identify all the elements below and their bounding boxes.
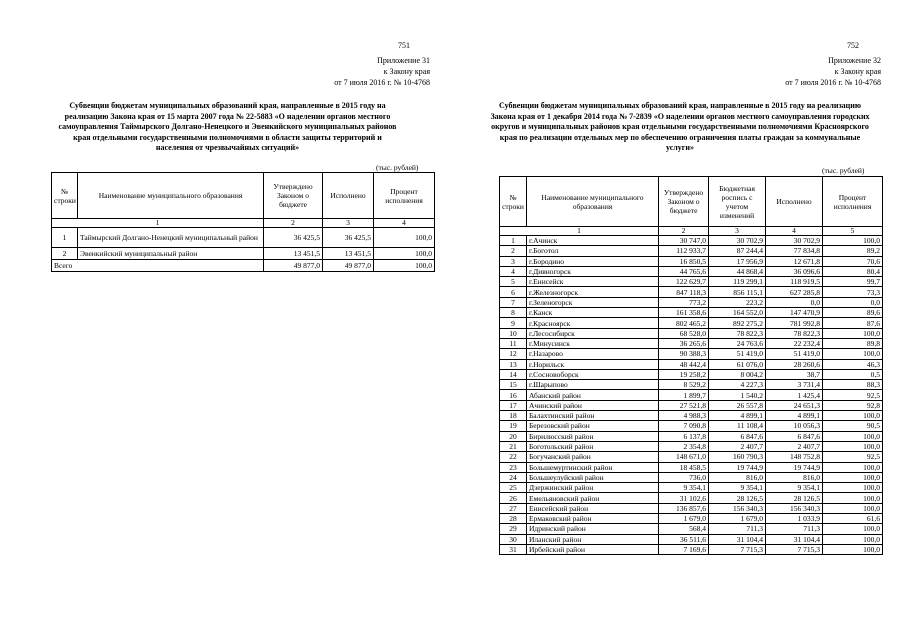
budget-schedule-amount: 87 244,4 [709, 246, 766, 256]
table-row [500, 266, 883, 276]
approved-amount: 122 629,7 [659, 277, 709, 287]
approved-amount: 736,0 [659, 472, 709, 482]
execution-percent: 100,0 [823, 236, 883, 246]
executed-amount: 6 847,6 [766, 431, 823, 441]
total-percent: 100,0 [374, 260, 435, 272]
executed-amount: 0,0 [766, 297, 823, 307]
row-number: 2 [52, 248, 78, 260]
table-row [500, 338, 883, 348]
column-header: Утверждено Законом о бюджете [659, 177, 709, 227]
execution-percent: 100,0 [823, 411, 883, 421]
row-number: 22 [500, 452, 527, 462]
row-number: 4 [500, 266, 527, 276]
column-header: Процент исполнения [823, 177, 883, 227]
approved-amount: 1 899,7 [659, 390, 709, 400]
budget-schedule-amount: 7 715,3 [709, 544, 766, 554]
row-number: 31 [500, 544, 527, 554]
execution-percent: 100,0 [823, 441, 883, 451]
budget-schedule-amount: 31 104,4 [709, 534, 766, 544]
row-number: 27 [500, 503, 527, 513]
approved-amount: 161 358,6 [659, 308, 709, 318]
appendix-date: от 7 июля 2016 г. № 10-4768 [334, 78, 430, 87]
executed-amount: 3 731,4 [766, 380, 823, 390]
municipality-name: Абанский район [527, 390, 659, 400]
row-number: 12 [500, 349, 527, 359]
column-number: 2 [264, 219, 323, 228]
execution-percent: 100,0 [823, 472, 883, 482]
table-row [500, 421, 883, 431]
row-number: 1 [52, 228, 78, 248]
row-number: 26 [500, 493, 527, 503]
municipality-name: г.Шарыпово [527, 380, 659, 390]
execution-percent: 88,3 [823, 380, 883, 390]
budget-schedule-amount: 164 552,0 [709, 308, 766, 318]
table-row [500, 411, 883, 421]
executed-amount: 30 702,9 [766, 236, 823, 246]
execution-percent: 100,0 [823, 503, 883, 513]
column-number: 1 [500, 227, 659, 236]
appendix-law: к Закону края [834, 67, 881, 76]
executed-amount: 12 671,8 [766, 256, 823, 266]
budget-schedule-amount: 160 790,3 [709, 452, 766, 462]
municipality-name: Большеулуйский район [527, 472, 659, 482]
column-header: Исполнено [766, 177, 823, 227]
executed-amount: 28 260,6 [766, 359, 823, 369]
approved-amount: 8 529,2 [659, 380, 709, 390]
execution-percent: 92,5 [823, 390, 883, 400]
municipality-name: Ирбейский район [527, 544, 659, 554]
column-header: Процент исполнения [374, 173, 435, 219]
column-number-row [52, 219, 435, 228]
row-number: 11 [500, 338, 527, 348]
execution-percent: 100,0 [374, 248, 435, 260]
execution-percent: 100,0 [823, 493, 883, 503]
execution-percent: 46,3 [823, 359, 883, 369]
table-row [500, 493, 883, 503]
budget-schedule-amount: 26 557,8 [709, 400, 766, 410]
table-row [500, 369, 883, 379]
municipality-name: г.Железногорск [527, 287, 659, 297]
execution-percent: 87,6 [823, 318, 883, 328]
execution-percent: 90,5 [823, 421, 883, 431]
budget-schedule-amount: 78 822,3 [709, 328, 766, 338]
column-header: Наименование муниципального образования [527, 177, 659, 227]
municipality-name: г.Енисейск [527, 277, 659, 287]
approved-amount: 36 425,5 [264, 228, 323, 248]
row-number: 3 [500, 256, 527, 266]
executed-amount: 7 715,3 [766, 544, 823, 554]
column-number: 5 [823, 227, 883, 236]
column-number: 2 [659, 227, 709, 236]
row-number: 2 [500, 246, 527, 256]
budget-schedule-amount: 51 419,0 [709, 349, 766, 359]
execution-percent: 99,7 [823, 277, 883, 287]
executed-amount: 28 126,5 [766, 493, 823, 503]
column-header: Бюджетная роспись с учетом изменений [709, 177, 766, 227]
budget-schedule-amount: 2 407,7 [709, 441, 766, 451]
executed-amount: 156 340,3 [766, 503, 823, 513]
approved-amount: 44 765,6 [659, 266, 709, 276]
execution-percent: 100,0 [823, 524, 883, 534]
execution-percent: 100,0 [823, 462, 883, 472]
executed-amount: 31 104,4 [766, 534, 823, 544]
table-row [500, 328, 883, 338]
table-row [500, 483, 883, 493]
table-row [52, 228, 435, 248]
execution-percent: 89,8 [823, 338, 883, 348]
executed-amount: 36 425,5 [323, 228, 374, 248]
municipality-name: Большемуртинский район [527, 462, 659, 472]
unit-label: (тыс. рублей) [822, 166, 865, 175]
execution-percent: 100,0 [374, 228, 435, 248]
budget-schedule-amount: 11 108,4 [709, 421, 766, 431]
executed-amount: 711,3 [766, 524, 823, 534]
execution-percent: 100,0 [823, 431, 883, 441]
page-number: 751 [398, 41, 410, 50]
executed-amount: 781 992,8 [766, 318, 823, 328]
subvention-table [51, 172, 435, 272]
row-number: 17 [500, 400, 527, 410]
table-row [500, 277, 883, 287]
approved-amount: 31 102,6 [659, 493, 709, 503]
approved-amount: 112 933,7 [659, 246, 709, 256]
budget-schedule-amount: 8 004,2 [709, 369, 766, 379]
municipality-name: г.Бородино [527, 256, 659, 266]
executed-amount: 77 834,8 [766, 246, 823, 256]
column-header: Наименование муниципального образования [78, 173, 264, 219]
approved-amount: 68 528,0 [659, 328, 709, 338]
executed-amount: 148 752,8 [766, 452, 823, 462]
table-row [500, 441, 883, 451]
execution-percent: 92,8 [823, 400, 883, 410]
municipality-name: Енисейский район [527, 503, 659, 513]
municipality-name: г.Канск [527, 308, 659, 318]
row-number: 15 [500, 380, 527, 390]
row-number: 20 [500, 431, 527, 441]
table-row [500, 514, 883, 524]
municipality-name: г.Боготол [527, 246, 659, 256]
approved-amount: 30 747,0 [659, 236, 709, 246]
approved-amount: 7 169,6 [659, 544, 709, 554]
execution-percent: 100,0 [823, 534, 883, 544]
appendix-header [230, 55, 430, 88]
total-executed: 49 877,0 [323, 260, 374, 272]
table-row [500, 256, 883, 266]
budget-schedule-amount: 223,2 [709, 297, 766, 307]
approved-amount: 847 118,3 [659, 287, 709, 297]
approved-amount: 148 671,0 [659, 452, 709, 462]
appendix-date: от 7 июля 2016 г. № 10-4768 [785, 78, 881, 87]
municipality-name: Емельяновский район [527, 493, 659, 503]
executed-amount: 816,0 [766, 472, 823, 482]
municipality-name: Богучанский район [527, 452, 659, 462]
budget-schedule-amount: 6 847,6 [709, 431, 766, 441]
row-number: 29 [500, 524, 527, 534]
executed-amount: 147 470,9 [766, 308, 823, 318]
budget-schedule-amount: 19 744,9 [709, 462, 766, 472]
execution-percent: 92,5 [823, 452, 883, 462]
approved-amount: 7 090,8 [659, 421, 709, 431]
approved-amount: 90 388,3 [659, 349, 709, 359]
table-row [500, 462, 883, 472]
budget-schedule-amount: 1 679,0 [709, 514, 766, 524]
table-row [500, 287, 883, 297]
budget-schedule-amount: 4 899,1 [709, 411, 766, 421]
execution-percent: 61,6 [823, 514, 883, 524]
municipality-name: Идринский район [527, 524, 659, 534]
approved-amount: 136 857,6 [659, 503, 709, 513]
table-row [500, 359, 883, 369]
row-number: 28 [500, 514, 527, 524]
approved-amount: 18 458,5 [659, 462, 709, 472]
municipality-name: г.Лесосибирск [527, 328, 659, 338]
budget-schedule-amount: 711,3 [709, 524, 766, 534]
budget-schedule-amount: 156 340,3 [709, 503, 766, 513]
execution-percent: 0,0 [823, 297, 883, 307]
executed-amount: 1 033,9 [766, 514, 823, 524]
row-number: 6 [500, 287, 527, 297]
column-number-row [500, 227, 883, 236]
table-row [500, 236, 883, 246]
table-row [500, 524, 883, 534]
executed-amount: 38,7 [766, 369, 823, 379]
column-header: Утверждено Законом о бюджете [264, 173, 323, 219]
table-header-row [500, 177, 883, 227]
municipality-name: Балахтинский район [527, 411, 659, 421]
row-number: 18 [500, 411, 527, 421]
row-number: 5 [500, 277, 527, 287]
municipality-name: г.Норильск [527, 359, 659, 369]
municipality-name: Бирилюсский район [527, 431, 659, 441]
row-number: 10 [500, 328, 527, 338]
table-row [500, 472, 883, 482]
table-row [500, 503, 883, 513]
budget-schedule-amount: 1 540,2 [709, 390, 766, 400]
budget-schedule-amount: 30 702,9 [709, 236, 766, 246]
appendix-header [681, 55, 881, 88]
municipality-name: Ачинский район [527, 400, 659, 410]
municipality-name: Дзержинский район [527, 483, 659, 493]
executed-amount: 19 744,9 [766, 462, 823, 472]
column-header: № строки [52, 173, 78, 219]
executed-amount: 1 425,4 [766, 390, 823, 400]
executed-amount: 2 407,7 [766, 441, 823, 451]
document-title: Субвенции бюджетам муниципальных образований края, направленные в 2015 году на реализацию Закона края от 1 декабря 2014 года № 7-2839 «О наделении органов местного самоуправления городских округов и муниципальных районов края отдельными государственными полномочиями Красноярского края по реализации отдельных мер по обеспечению ограничения платы граждан за коммунальные услуги» [490, 101, 870, 153]
approved-amount: 802 465,2 [659, 318, 709, 328]
row-number: 16 [500, 390, 527, 400]
appendix-law: к Закону края [383, 67, 430, 76]
column-header: № строки [500, 177, 527, 227]
municipality-name: Березовский район [527, 421, 659, 431]
budget-schedule-amount: 28 126,5 [709, 493, 766, 503]
execution-percent: 100,0 [823, 544, 883, 554]
municipality-name: г.Красноярск [527, 318, 659, 328]
execution-percent: 73,3 [823, 287, 883, 297]
column-header: Исполнено [323, 173, 374, 219]
table-row [500, 246, 883, 256]
budget-schedule-amount: 856 115,1 [709, 287, 766, 297]
approved-amount: 1 679,0 [659, 514, 709, 524]
execution-percent: 80,4 [823, 266, 883, 276]
row-number: 30 [500, 534, 527, 544]
column-number: 3 [709, 227, 766, 236]
row-number: 14 [500, 369, 527, 379]
right-page [452, 0, 905, 640]
executed-amount: 51 419,0 [766, 349, 823, 359]
document-title: Субвенции бюджетам муниципальных образований края, направленные в 2015 году на реализацию Закона края от 15 марта 2007 года № 22-5883 «О наделении органов местного самоуправления Таймырского Долгано-Ненецкого и Эвенкийского муниципальных районов края отдельными государственными полномочиями в области защиты территорий и населения от чрезвычайных ситуаций» [58, 101, 397, 153]
row-number: 24 [500, 472, 527, 482]
municipality-name: г.Сосновоборск [527, 369, 659, 379]
executed-amount: 22 232,4 [766, 338, 823, 348]
approved-amount: 2 354,8 [659, 441, 709, 451]
execution-percent: 100,0 [823, 328, 883, 338]
table-row [500, 308, 883, 318]
table-row [500, 431, 883, 441]
executed-amount: 4 899,1 [766, 411, 823, 421]
budget-schedule-amount: 4 227,3 [709, 380, 766, 390]
table-row [500, 380, 883, 390]
municipality-name: г.Дивногорск [527, 266, 659, 276]
execution-percent: 100,0 [823, 483, 883, 493]
budget-schedule-amount: 9 354,1 [709, 483, 766, 493]
approved-amount: 36 511,6 [659, 534, 709, 544]
table-row [500, 297, 883, 307]
table-row [500, 349, 883, 359]
executed-amount: 13 451,5 [323, 248, 374, 260]
table-row [500, 534, 883, 544]
budget-schedule-amount: 17 956,9 [709, 256, 766, 266]
approved-amount: 16 850,5 [659, 256, 709, 266]
budget-schedule-amount: 119 299,1 [709, 277, 766, 287]
approved-amount: 4 988,3 [659, 411, 709, 421]
column-number: 3 [323, 219, 374, 228]
table-row [500, 400, 883, 410]
appendix-number: Приложение 31 [377, 56, 430, 65]
table-row [500, 318, 883, 328]
row-number: 1 [500, 236, 527, 246]
municipality-name: г.Зеленогорск [527, 297, 659, 307]
table-row [500, 452, 883, 462]
table-row [500, 390, 883, 400]
table-row [52, 248, 435, 260]
budget-schedule-amount: 61 076,0 [709, 359, 766, 369]
municipality-name: Ермаковский район [527, 514, 659, 524]
row-number: 9 [500, 318, 527, 328]
municipality-name: Таймырский Долгано-Ненецкий муниципальный район [78, 228, 264, 248]
column-number: 4 [766, 227, 823, 236]
executed-amount: 627 285,8 [766, 287, 823, 297]
budget-schedule-amount: 892 275,2 [709, 318, 766, 328]
column-number: 4 [374, 219, 435, 228]
executed-amount: 10 056,3 [766, 421, 823, 431]
municipality-name: г.Минусинск [527, 338, 659, 348]
municipality-name: Иланский район [527, 534, 659, 544]
budget-schedule-amount: 816,0 [709, 472, 766, 482]
row-number: 7 [500, 297, 527, 307]
row-number: 23 [500, 462, 527, 472]
municipality-name: Боготольский район [527, 441, 659, 451]
subvention-table [499, 176, 883, 555]
appendix-number: Приложение 32 [828, 56, 881, 65]
execution-percent: 0,5 [823, 369, 883, 379]
executed-amount: 24 651,3 [766, 400, 823, 410]
row-number: 19 [500, 421, 527, 431]
row-number: 13 [500, 359, 527, 369]
executed-amount: 36 096,6 [766, 266, 823, 276]
approved-amount: 9 354,1 [659, 483, 709, 493]
execution-percent: 89,2 [823, 246, 883, 256]
execution-percent: 70,6 [823, 256, 883, 266]
unit-label: (тыс. рублей) [376, 163, 419, 172]
page-number: 752 [847, 41, 859, 50]
left-page [0, 0, 452, 640]
table-row [500, 544, 883, 554]
execution-percent: 100,0 [823, 349, 883, 359]
total-label: Всего [52, 260, 264, 272]
approved-amount: 13 451,5 [264, 248, 323, 260]
table-header-row [52, 173, 435, 219]
row-number: 21 [500, 441, 527, 451]
executed-amount: 118 919,5 [766, 277, 823, 287]
approved-amount: 48 442,4 [659, 359, 709, 369]
approved-amount: 773,2 [659, 297, 709, 307]
budget-schedule-amount: 24 763,6 [709, 338, 766, 348]
municipality-name: г.Ачинск [527, 236, 659, 246]
approved-amount: 27 521,8 [659, 400, 709, 410]
total-approved: 49 877,0 [264, 260, 323, 272]
row-number: 25 [500, 483, 527, 493]
municipality-name: г.Назарово [527, 349, 659, 359]
municipality-name: Эвенкийский муниципальный район [78, 248, 264, 260]
row-number: 8 [500, 308, 527, 318]
approved-amount: 36 265,6 [659, 338, 709, 348]
executed-amount: 78 822,3 [766, 328, 823, 338]
approved-amount: 6 137,8 [659, 431, 709, 441]
approved-amount: 568,4 [659, 524, 709, 534]
approved-amount: 19 258,2 [659, 369, 709, 379]
budget-schedule-amount: 44 868,4 [709, 266, 766, 276]
column-number: 1 [52, 219, 264, 228]
execution-percent: 89,6 [823, 308, 883, 318]
total-row [52, 260, 435, 272]
executed-amount: 9 354,1 [766, 483, 823, 493]
